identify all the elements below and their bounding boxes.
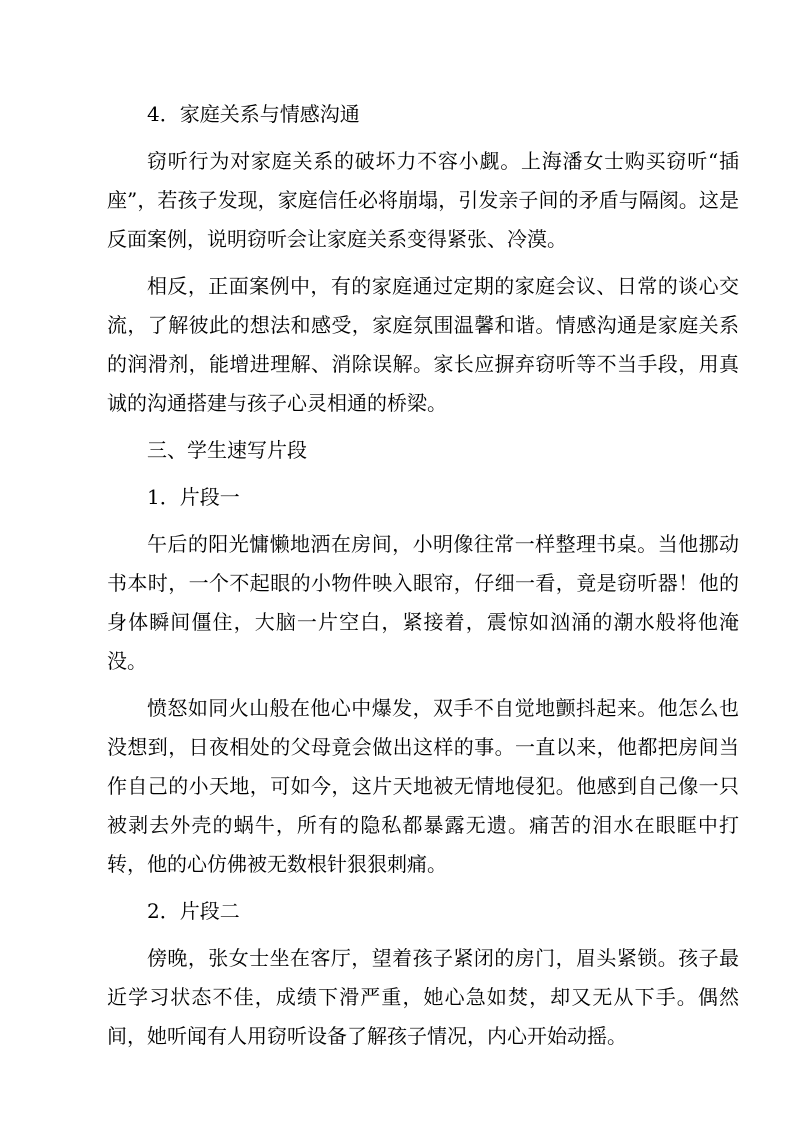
paragraph: 相反，正面案例中，有的家庭通过定期的家庭会议、日常的谈心交流，了解彼此的想法和感受，家庭氛围温馨和谐。情感沟通是家庭关系的润滑剂，能增进理解、消除误解。家长应摒弃窃听等不当手段，用真诚的沟通搭建与孩子心灵相通的桥梁。 (107, 274, 739, 415)
section-heading-family-relations: 4．家庭关系与情感沟通 (147, 102, 360, 126)
paragraph: 愤怒如同火山般在他心中爆发，双手不自觉地颤抖起来。他怎么也没想到，日夜相处的父母竟会做出这样的事。一直以来，他都把房间当作自己的小天地，可如今，这片天地被无情地侵犯。他感到自己像一只被剥去外壳的蜗牛，所有的隐私都暴露无遗。痛苦的泪水在眼眶中打转，他的心仿佛被无数根针狠狠刺痛。 (107, 696, 739, 876)
paragraph: 午后的阳光慵懒地洒在房间，小明像往常一样整理书桌。当他挪动书本时，一个不起眼的小物件映入眼帘，仔细一看，竟是窃听器！他的身体瞬间僵住，大脑一片空白，紧接着，震惊如汹涌的潮水般将他淹没。 (107, 532, 739, 673)
section-heading-student-sketches: 三、学生速写片段 (147, 438, 307, 462)
fragment-heading-one: 1．片段一 (147, 485, 240, 509)
paragraph: 傍晚，张女士坐在客厅，望着孩子紧闭的房门，眉头紧锁。孩子最近学习状态不佳，成绩下滑严重，她心急如焚，却又无从下手。偶然间，她听闻有人用窃听设备了解孩子情况，内心开始动摇。 (107, 946, 739, 1048)
document-page (107, 95, 739, 1064)
paragraph: 窃听行为对家庭关系的破坏力不容小觑。上海潘女士购买窃听“插座”，若孩子发现，家庭信任必将崩塌，引发亲子间的矛盾与隔阂。这是反面案例，说明窃听会让家庭关系变得紧张、冷漠。 (107, 149, 739, 251)
fragment-heading-two: 2．片段二 (147, 899, 240, 923)
